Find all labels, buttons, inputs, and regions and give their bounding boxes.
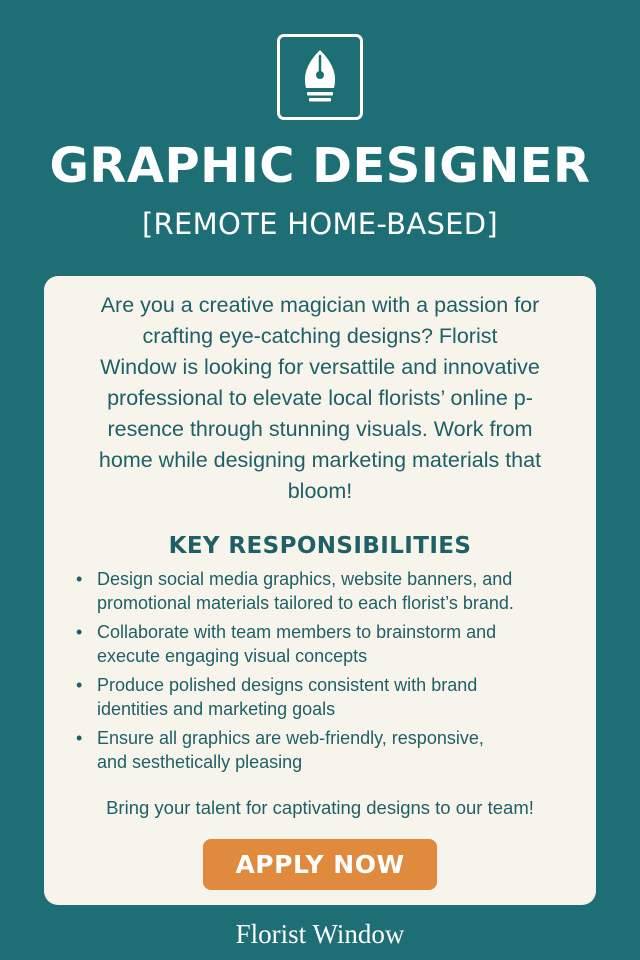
apply-now-button[interactable]: APPLY NOW — [203, 839, 437, 890]
intro-line: professional to elevate local florists’ online p- — [107, 386, 533, 410]
page-subtitle: [REMOTE HOME-BASED] — [141, 207, 499, 241]
intro-line: resence through stunning visuals. Work from — [107, 417, 533, 441]
bullet-icon: • — [76, 728, 83, 748]
list-item-line: identities and marketing goals — [97, 699, 336, 719]
intro-paragraph — [66, 290, 574, 507]
list-item-line: and sesthetically pleasing — [97, 752, 303, 772]
intro-line: Window is looking for versattile and innovative — [100, 355, 540, 379]
intro-line: Are you a creative magician with a passion for — [100, 293, 540, 317]
intro-line: crafting eye-catching designs? Florist — [142, 324, 498, 348]
pen-nib-icon — [294, 46, 346, 108]
intro-line: bloom! — [287, 479, 353, 503]
job-description-card — [44, 276, 596, 905]
brand-name: Florist Window — [235, 919, 405, 949]
closing-text: Bring your talent for captivating designs to our team! — [106, 797, 534, 818]
page-title: GRAPHIC DESIGNER — [49, 138, 591, 194]
list-item-line: Collaborate with team members to brainstorm and — [97, 622, 497, 642]
bullet-icon: • — [76, 569, 83, 589]
list-item — [76, 567, 574, 615]
bullet-icon: • — [76, 675, 83, 695]
list-item-line: Design social media graphics, website banners, and — [97, 569, 513, 589]
intro-line: home while designing marketing materials that — [98, 448, 542, 472]
list-item — [76, 620, 574, 668]
bullet-icon: • — [76, 622, 83, 642]
list-item-line: execute engaging visual concepts — [97, 646, 368, 666]
list-item — [76, 673, 574, 721]
list-item-line: Ensure all graphics are web-friendly, responsive, — [97, 728, 484, 748]
list-item — [76, 726, 574, 774]
responsibilities-list — [66, 567, 574, 774]
list-item-line: promotional materials tailored to each florist’s brand. — [97, 593, 514, 613]
list-item-line: Produce polished designs consistent with brand — [97, 675, 478, 695]
responsibilities-heading: KEY RESPONSIBILITIES — [168, 533, 472, 559]
logo-box — [277, 34, 363, 120]
